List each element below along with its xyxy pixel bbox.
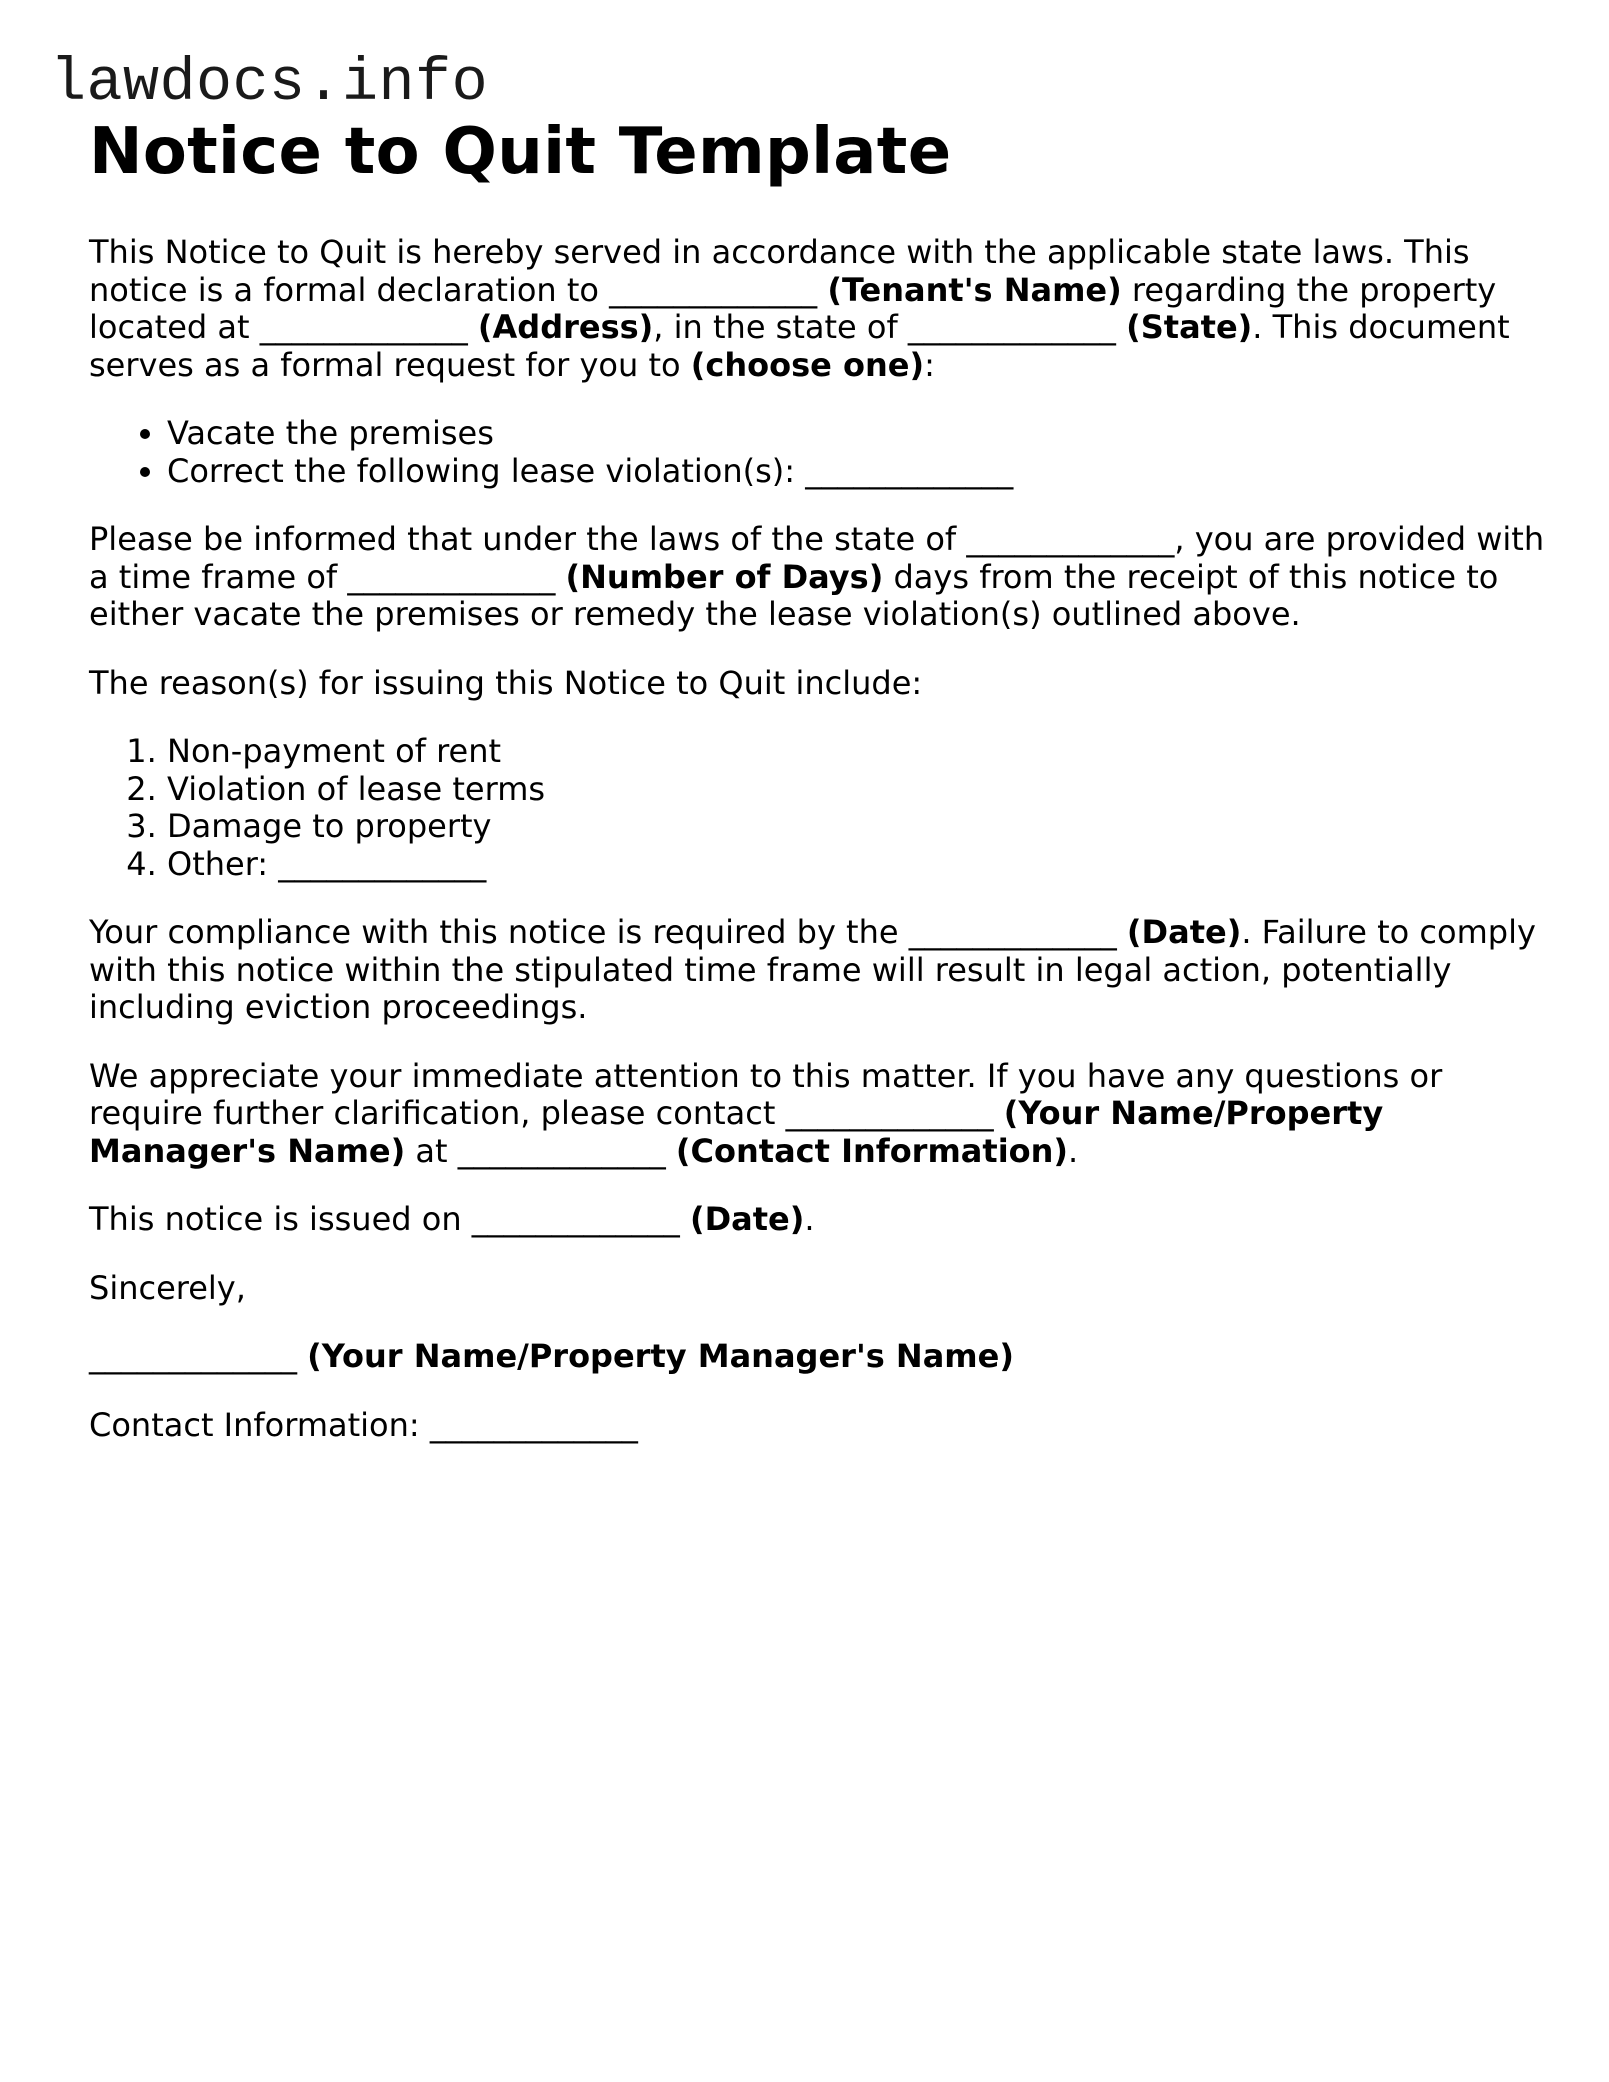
issued-paragraph xyxy=(89,1201,1549,1239)
contact-information-blank: _____________ xyxy=(429,1405,638,1444)
intro-text-2: regarding the property located at xyxy=(89,270,1497,346)
tenant-name-label: (Tenant's Name) xyxy=(827,270,1122,309)
issued-date-blank: _____________ xyxy=(471,1200,680,1238)
signature-blank: _____________ xyxy=(89,1337,297,1375)
timeframe-text-2: , you are provided with a time frame of xyxy=(89,520,1545,596)
reason-text: Other: xyxy=(167,844,279,883)
contact-info-label: (Contact Information) xyxy=(675,1131,1069,1170)
list-item xyxy=(167,808,1549,846)
state-label: (State) xyxy=(1126,308,1253,346)
compliance-paragraph xyxy=(89,914,1549,1027)
reasons-intro: The reason(s) for issuing this Notice to Quit include: xyxy=(89,663,923,702)
state-blank: _____________ xyxy=(907,308,1116,346)
option-text: Vacate the premises xyxy=(167,414,494,452)
issued-text-1: This notice is issued on xyxy=(89,1200,472,1238)
days-label: (Number of Days) xyxy=(565,557,884,596)
list-item xyxy=(167,846,1549,884)
list-item xyxy=(167,733,1549,771)
contact-text-2: at xyxy=(405,1131,458,1170)
site-logo-text: lawdocs.info xyxy=(50,50,489,118)
timeframe-state-blank: _____________ xyxy=(966,520,1175,558)
intro-text-1: This Notice to Quit is hereby served in accordance with the applicable state laws. This notice is a formal declaration to xyxy=(89,233,1470,309)
intro-text-5: : xyxy=(924,345,935,384)
signature-name-label: (Your Name/Property Manager's Name) xyxy=(307,1337,1014,1375)
compliance-date-blank: _____________ xyxy=(908,913,1117,951)
page-title: Notice to Quit Template xyxy=(89,115,952,189)
contact-text-3: . xyxy=(1068,1131,1079,1170)
reason-text: Damage to property xyxy=(167,807,492,845)
issued-text-2: . xyxy=(804,1200,815,1238)
timeframe-text-1: Please be informed that under the laws of the state of xyxy=(89,520,967,558)
compliance-text-2: . Failure to comply with this notice within the stipulated time frame will result in legal action, potentially including eviction proceedings. xyxy=(89,913,1536,1026)
contact-information-label: Contact Information: xyxy=(89,1405,430,1444)
reasons-list xyxy=(89,733,1549,883)
closing: Sincerely, xyxy=(89,1268,246,1307)
reason-text: Violation of lease terms xyxy=(167,769,546,808)
options-list xyxy=(89,415,1549,490)
list-item xyxy=(167,415,1549,453)
list-item xyxy=(167,453,1549,491)
contact-name-label: (Your Name/Property Manager's Name) xyxy=(89,1094,1384,1170)
contact-info-blank: _____________ xyxy=(457,1131,666,1170)
list-item xyxy=(167,771,1549,809)
days-blank: _____________ xyxy=(347,557,556,596)
contact-information-line xyxy=(89,1407,1549,1445)
violation-blank: _____________ xyxy=(805,451,1014,490)
intro-paragraph xyxy=(89,234,1549,384)
intro-text-4: . This document serves as a formal request for you to xyxy=(89,308,1510,384)
tenant-name-blank: _____________ xyxy=(609,270,818,309)
intro-text-3: , in the state of xyxy=(653,308,908,346)
contact-text-1: We appreciate your immediate attention to this matter. If you have any questions or require further clarification, please contact xyxy=(89,1056,1443,1132)
address-blank: _____________ xyxy=(259,308,468,346)
option-text: Correct the following lease violation(s): xyxy=(167,451,806,490)
contact-paragraph xyxy=(89,1058,1549,1171)
signature-line xyxy=(89,1338,1549,1376)
timeframe-paragraph xyxy=(89,521,1549,634)
choose-one-label: (choose one) xyxy=(690,345,925,384)
issued-date-label: (Date) xyxy=(689,1200,805,1238)
document-body xyxy=(89,112,1549,1444)
timeframe-text-3: days from the receipt of this notice to either vacate the premises or remedy the lease violation(s) outlined above. xyxy=(89,557,1499,633)
contact-name-blank: _____________ xyxy=(785,1094,994,1132)
address-label: (Address) xyxy=(477,308,654,346)
reason-text: Non-payment of rent xyxy=(167,732,502,770)
other-reason-blank: _____________ xyxy=(278,844,487,883)
compliance-text-1: Your compliance with this notice is required by the xyxy=(89,913,909,951)
compliance-date-label: (Date) xyxy=(1126,913,1242,951)
